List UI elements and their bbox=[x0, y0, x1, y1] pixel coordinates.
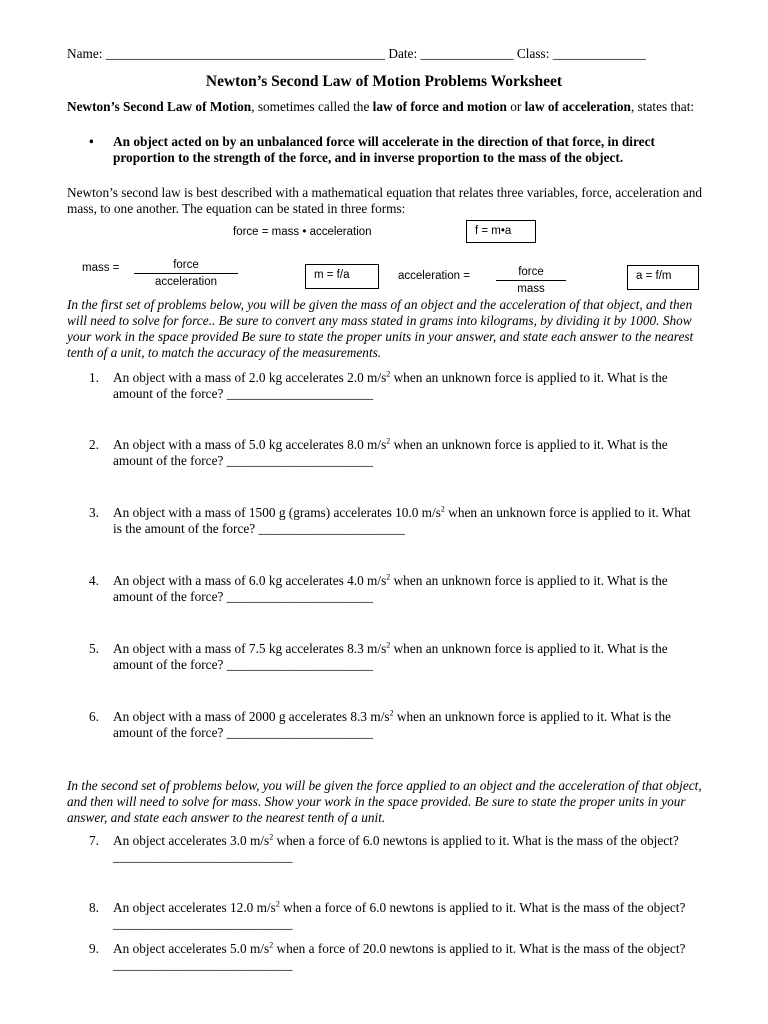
question-text-start: An object accelerates 5.0 m/s bbox=[113, 941, 270, 956]
question-text-end: when an unknown force is applied to it. What is the amount of the force? ______________________ bbox=[113, 505, 691, 536]
mass-equation-label: mass = bbox=[82, 262, 120, 274]
question-text[interactable] bbox=[113, 833, 699, 865]
question-text-start: An object with a mass of 6.0 kg accelerates 4.0 m/s bbox=[113, 573, 387, 588]
question-text-start: An object with a mass of 2.0 kg accelerates 2.0 m/s bbox=[113, 370, 387, 385]
superscript: 2 bbox=[440, 504, 445, 514]
question-text-start: An object with a mass of 1500 g (grams) accelerates 10.0 m/s bbox=[113, 505, 441, 520]
question-text-start: An object with a mass of 7.5 kg accelerates 8.3 m/s bbox=[113, 641, 387, 656]
question-text-start: An object with a mass of 2000 g accelerates 8.3 m/s bbox=[113, 709, 390, 724]
instructions-force: In the first set of problems below, you will be given the mass of an object and the acceleration of that object, and then will need to solve for force.. Be sure to convert any mass stated in grams into kilograms, by dividing it by 1000. Show your work in the space provided Be sure to state the proper units in your answer, and state each answer to the nearest tenth of a unit, to match the accuracy of the measurements. bbox=[67, 297, 694, 360]
class-label: Class: bbox=[516, 46, 550, 61]
question-text[interactable] bbox=[113, 505, 699, 537]
question-text-end: when an unknown force is applied to it. What is the amount of the force? ______________________ bbox=[113, 437, 668, 468]
question-text-end: when an unknown force is applied to it. What is the amount of the force? ______________________ bbox=[113, 709, 672, 740]
acceleration-equation-label: acceleration = bbox=[398, 270, 470, 282]
equation-main: force = mass • acceleration bbox=[233, 226, 372, 238]
superscript: 2 bbox=[275, 899, 280, 909]
acceleration-denominator: mass bbox=[517, 283, 545, 292]
superscript: 2 bbox=[386, 369, 391, 379]
question-number: 5. bbox=[89, 641, 99, 656]
description-paragraph: Newton’s second law is best described with a mathematical equation that relates three variables, force, acceleration and mass, to one another. The equation can be stated in three forms: bbox=[67, 185, 703, 216]
acceleration-numerator: force bbox=[496, 264, 566, 281]
formula-box-mass: m = f/a bbox=[305, 264, 379, 289]
question-number: 4. bbox=[89, 573, 99, 588]
instructions-mass: In the second set of problems below, you will be given the force applied to an object and the acceleration of that object, and then will need to solve for mass. Show your work in the space provided. Be sure to state the proper units in your answer, and state each answer to the nearest tenth of a unit. bbox=[67, 778, 702, 825]
question-text[interactable] bbox=[113, 900, 699, 932]
question-text[interactable] bbox=[113, 573, 699, 605]
class-field[interactable]: ______________ bbox=[552, 46, 646, 61]
question-text-end: when a force of 6.0 newtons is applied to it. What is the mass of the object? ___________________________ bbox=[113, 900, 686, 931]
bullet-icon: • bbox=[89, 134, 94, 149]
question-number: 1. bbox=[89, 370, 99, 385]
question-text[interactable] bbox=[113, 370, 699, 402]
superscript: 2 bbox=[386, 640, 391, 650]
intro-text: , states that: bbox=[630, 99, 695, 114]
mass-denominator: acceleration bbox=[154, 276, 217, 288]
page-title: Newton’s Second Law of Motion Problems Worksheet bbox=[205, 73, 563, 90]
header-fields bbox=[67, 46, 707, 64]
question-text[interactable] bbox=[113, 437, 699, 469]
superscript: 2 bbox=[389, 708, 394, 718]
formula-box-force: f = m•a bbox=[466, 220, 536, 243]
name-field[interactable]: __________________________________________ bbox=[105, 46, 386, 61]
mass-fraction bbox=[134, 257, 238, 290]
question-number: 9. bbox=[89, 941, 99, 956]
law-text: An object acted on by an unbalanced force will accelerate in the direction of that force, in direct proportion to the strength of the force, and in inverse proportion to the mass of the object. bbox=[113, 134, 655, 165]
question-number: 8. bbox=[89, 900, 99, 915]
superscript: 2 bbox=[386, 436, 391, 446]
question-text-start: An object accelerates 12.0 m/s bbox=[113, 900, 276, 915]
question-text-end: when an unknown force is applied to it. What is the amount of the force? ______________________ bbox=[113, 370, 668, 401]
question-text[interactable] bbox=[113, 641, 699, 673]
question-number: 7. bbox=[89, 833, 99, 848]
formula-box-acceleration: a = f/m bbox=[627, 265, 699, 290]
superscript: 2 bbox=[386, 572, 391, 582]
superscript: 2 bbox=[269, 940, 274, 950]
question-number: 2. bbox=[89, 437, 99, 452]
question-text-end: when a force of 6.0 newtons is applied to it. What is the mass of the object? ___________________________ bbox=[113, 833, 679, 864]
question-text[interactable] bbox=[113, 709, 699, 741]
question-text[interactable] bbox=[113, 941, 699, 973]
intro-text: or bbox=[506, 99, 525, 114]
name-label: Name: bbox=[67, 46, 103, 61]
superscript: 2 bbox=[269, 832, 274, 842]
question-text-start: An object accelerates 3.0 m/s bbox=[113, 833, 270, 848]
mass-numerator: force bbox=[134, 257, 238, 274]
intro-paragraph bbox=[67, 99, 707, 115]
intro-text: , sometimes called the bbox=[251, 99, 373, 114]
date-label: Date: bbox=[388, 46, 418, 61]
term-force-motion: law of force and motion bbox=[372, 99, 507, 114]
question-text-end: when a force of 20.0 newtons is applied to it. What is the mass of the object? ___________________________ bbox=[113, 941, 686, 972]
question-text-end: when an unknown force is applied to it. What is the amount of the force? ______________________ bbox=[113, 641, 668, 672]
date-field[interactable]: ______________ bbox=[420, 46, 514, 61]
term-second-law: Newton’s Second Law of Motion bbox=[67, 99, 252, 114]
question-number: 3. bbox=[89, 505, 99, 520]
term-acceleration: law of acceleration bbox=[524, 99, 631, 114]
question-text-end: when an unknown force is applied to it. What is the amount of the force? ______________________ bbox=[113, 573, 668, 604]
question-text-start: An object with a mass of 5.0 kg accelerates 8.0 m/s bbox=[113, 437, 387, 452]
question-number: 6. bbox=[89, 709, 99, 724]
acceleration-fraction bbox=[496, 264, 566, 292]
